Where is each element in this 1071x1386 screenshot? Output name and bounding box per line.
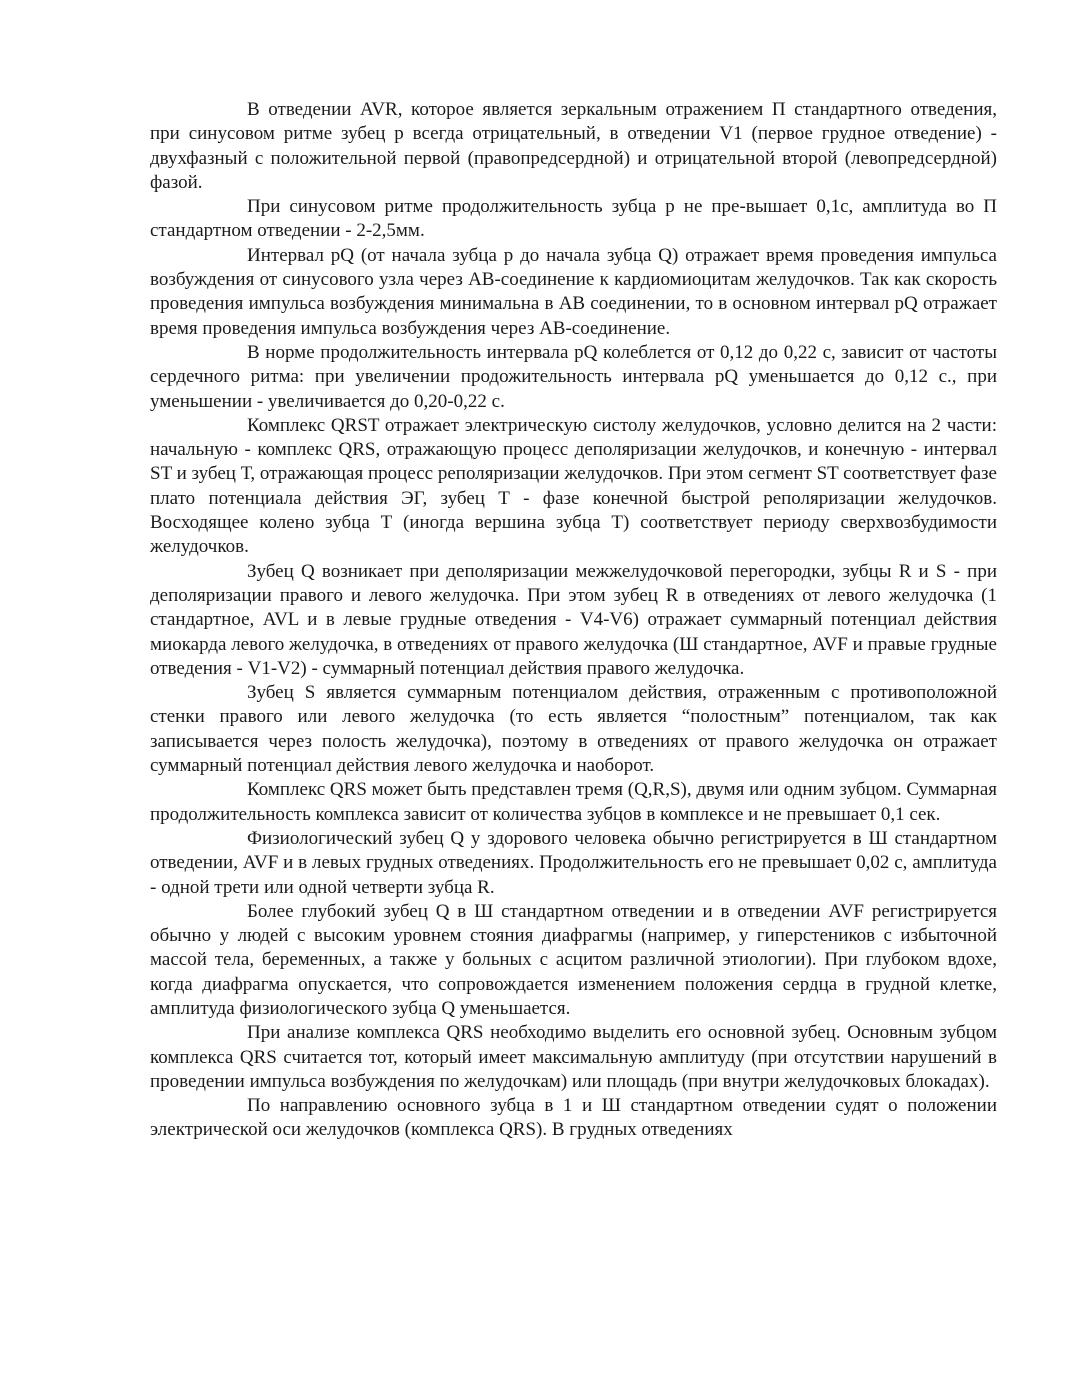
paragraph: В отведении AVR, которое является зеркальным отражением П стандартного отведения, при синусовом ритме зубец р всегда отрицательный, в отведении V1 (первое грудное отведение) - двухфазный с положительной первой (правопредсердной) и отрицательной второй (левопредсердной) фазой. <box>150 99 997 193</box>
paragraph: При синусовом ритме продолжительность зубца р не пре-вышает 0,1с, амплитуда во П стандартном отведении - 2-2,5мм. <box>150 196 997 242</box>
paragraph: При анализе комплекса QRS необходимо выделить его основной зубец. Основным зубцом комплекса QRS считается тот, который имеет максимальную амплитуду (при отсутствии нарушений в проведении импульса возбуждения по желудочкам) или площадь (при внутри желудочковых блокадах). <box>150 1022 997 1092</box>
document-body <box>150 98 997 1143</box>
paragraph: Комплекс QRST отражает электрическую систолу желудочков, условно делится на 2 части: начальную - комплекс QRS, отражающую процесс деполяризации желудочков, и конечную - интервал ST и зубец Т, отражающая процесс реполяризации желудочков. При этом сегмент ST соответствует фазе плато потенциала действия ЭГ, зубец Т - фазе конечной быстрой реполяризации желудочков. Восходящее колено зубца Т (иногда вершина зубца Т) соответствует периоду сверхвозбудимости желудочков. <box>150 414 997 558</box>
paragraph: Зубец S является суммарным потенциалом действия, отраженным с противоположной стенки правого или левого желудочка (то есть является “полостным” потенциалом, так как записывается через полость желудочка), поэтому в отведениях от правого желудочка он отражает суммарный потенциал действия левого желудочка и наоборот. <box>150 682 997 777</box>
paragraph: Более глубокий зубец Q в Ш стандартном отведении и в отведении AVF регистрируется обычно у людей с высоким уровнем стояния диафрагмы (например, у гиперстеников с избыточной массой тела, беременных, а также у больных с асцитом различной этиологии). При глубоком вдохе, когда диафрагма опускается, что сопровождается изменением положения сердца в грудной клетке, амплитуда физиологического зубца Q уменьшается. <box>150 900 997 1019</box>
paragraph: Физиологический зубец Q у здорового человека обычно регистрируется в Ш стандартном отведении, AVF и в левых грудных отведениях. Продолжительность его не превышает 0,02 с, амплитуда - одной трети или одной четверти зубца R. <box>150 827 997 898</box>
paragraph: По направлению основного зубца в 1 и Ш стандартном отведении судят о положении электрической оси желудочков (комплекса QRS). В грудных отведениях <box>150 1095 997 1141</box>
paragraph: Комплекс QRS может быть представлен тремя (Q,R,S), двумя или одним зубцом. Суммарная продолжительность комплекса зависит от количества зубцов в комплексе и не превышает 0,1 сек. <box>150 779 997 825</box>
paragraph: Зубец Q возникает при деполяризации межжелудочковой перегородки, зубцы R и S - при деполяризации правого и левого желудочка. При этом зубец R в отведениях от левого желудочка (1 стандартное, AVL и в левые грудные отведения - V4-V6) отражает суммарный потенциал действия миокарда левого желудочка, в отведениях от правого желудочка (Ш стандартное, AVF и правые грудные отведения - V1-V2) - суммарный потенциал действия правого желудочка. <box>150 560 997 679</box>
paragraph: Интервал pQ (от начала зубца р до начала зубца Q) отражает время проведения импульса возбуждения от синусового узла через АВ-соединение к кардиомиоцитам желудочков. Так как скорость проведения импульса возбуждения минимальна в АВ соединении, то в основном интервал pQ отражает время проведения импульса возбуждения через АВ-соединение. <box>150 244 997 339</box>
paragraph: В норме продолжительность интервала pQ колеблется от 0,12 до 0,22 с, зависит от частоты сердечного ритма: при увеличении продожительность интервала pQ уменьшается до 0,12 с., при уменьшении - увеличивается до 0,20-0,22 с. <box>150 341 997 412</box>
